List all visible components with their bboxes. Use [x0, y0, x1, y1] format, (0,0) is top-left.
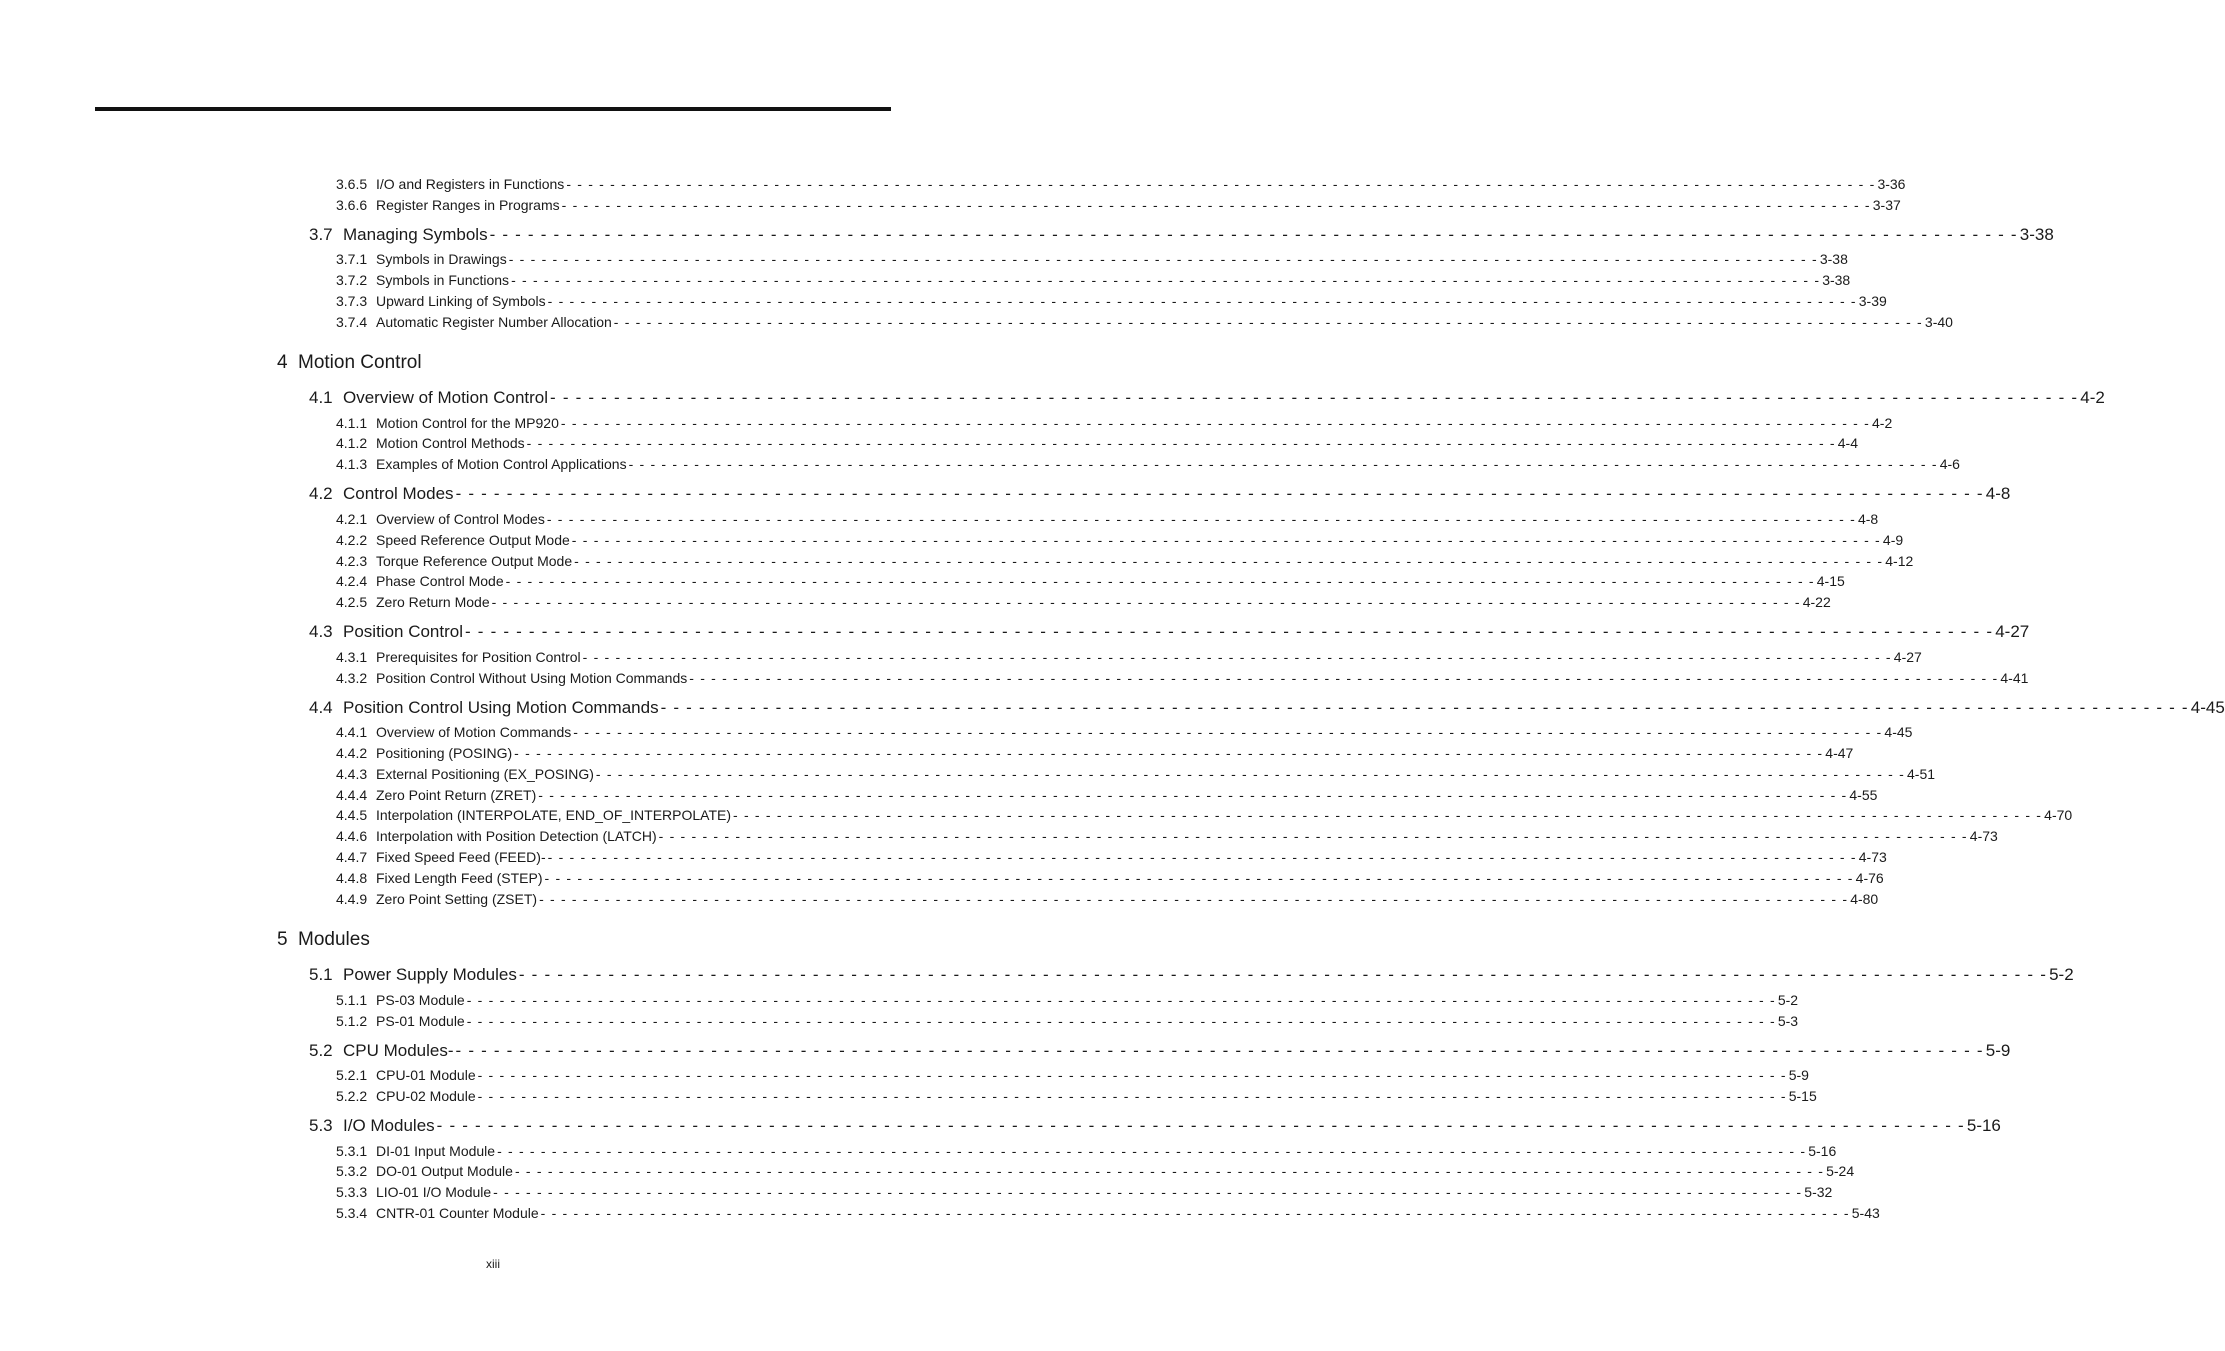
- toc-leader-dashes: - - - - - - - - - - - - - - - - - - - - - - - - - - - - - - - - - - - - - - - - - - - - - - - - - - - - - - - - - - - - - - - - - - - - - - - - - - - - - - - - - - - - - - - - - - - - - - - - - - - - - - - - - - - - - - - - - - - - - - - -: [582, 649, 1892, 665]
- toc-entry-page: 4-12: [1885, 553, 1914, 569]
- toc-subsection[interactable]: [336, 745, 1854, 763]
- toc-section[interactable]: [309, 1116, 2001, 1138]
- page-number: xiii: [486, 1257, 500, 1271]
- toc-leader-dashes: - - - - - - - - - - - - - - - - - - - - - - - - - - - - - - - - - - - - - - - - - - - - - - - - - - - - - - - - - - - - - - - - - - - - - - - - - - - - - - - - - - - - - - - - - - - - - - - - - - - - - - - - - - - - - - - - - - - - - - - -: [436, 1116, 1965, 1135]
- toc-entry-number: 5.3.2: [336, 1163, 368, 1179]
- toc-subsection[interactable]: [336, 891, 1879, 909]
- toc-subsection[interactable]: [336, 849, 1887, 867]
- toc-entry-number: 4.1.2: [336, 435, 368, 451]
- toc-section[interactable]: [309, 388, 2105, 410]
- toc-leader-dashes: - - - - - - - - - - - - - - - - - - - - - - - - - - - - - - - - - - - - - - - - - - - - - - - - - - - - - - - - - - - - - - - - - - - - - - - - - - - - - - - - - - - - - - - - - - - - - - - - - - - - - - - - - - - - - - - - - - - - - - - -: [540, 1205, 1850, 1221]
- toc-entry-number: 4.3: [309, 622, 333, 641]
- toc-leader-dashes: - - - - - - - - - - - - - - - - - - - - - - - - - - - - - - - - - - - - - - - - - - - - - - - - - - - - - - - - - - - - - - - - - - - - - - - - - - - - - - - - - - - - - - - - - - - - - - - - - - - - - - - - - - - - - - - - - - - - - - - -: [491, 594, 1801, 610]
- toc-leader-dashes: - - - - - - - - - - - - - - - - - - - - - - - - - - - - - - - - - - - - - - - - - - - - - - - - - - - - - - - - - - - - - - - - - - - - - - - - - - - - - - - - - - - - - - - - - - - - - - - - - - - - - - - - - - - - - - - - - - - - - - - -: [455, 484, 1984, 503]
- toc-entry-page: 4-27: [1995, 622, 2030, 641]
- toc-subsection[interactable]: [336, 1205, 1880, 1223]
- toc-entry-page: 5-16: [1966, 1116, 2001, 1135]
- toc-entry-number: 4.3.1: [336, 649, 368, 665]
- toc-leader-dashes: - - - - - - - - - - - - - - - - - - - - - - - - - - - - - - - - - - - - - - - - - - - - - - - - - - - - - - - - - - - - - - - - - - - - - - - - - - - - - - - - - - - - - - - - - - - - - - - - - - - - - - - - - - - - - - - - - - - - - - - -: [546, 511, 1856, 527]
- toc-entry-page: 4-8: [1857, 511, 1879, 527]
- toc-subsection[interactable]: [336, 1088, 1817, 1106]
- toc-section[interactable]: [309, 698, 2225, 720]
- toc-entry-number: 5.3.3: [336, 1184, 368, 1200]
- toc-entry-number: 4.4.1: [336, 724, 368, 740]
- toc-leader-dashes: - - - - - - - - - - - - - - - - - - - - - - - - - - - - - - - - - - - - - - - - - - - - - - - - - - - - - - - - - - - - - - - - - - - - - - - - - - - - - - - - - - - - - - - - - - - - - - - - - - - - - - - - - - - - - - - - - - - - - - - -: [571, 532, 1881, 548]
- toc-entry-number: 4.4.9: [336, 891, 368, 907]
- toc-entry-title: Positioning (POSING): [376, 745, 513, 761]
- toc-entry-title: Zero Point Return (ZRET): [376, 787, 537, 803]
- toc-entry-page: 4-41: [2000, 670, 2029, 686]
- toc-subsection[interactable]: [336, 197, 1901, 215]
- toc-entry-title: Speed Reference Output Mode: [376, 532, 570, 548]
- toc-entry-title: Position Control Without Using Motion Commands: [376, 670, 688, 686]
- toc-subsection[interactable]: [336, 573, 1845, 591]
- toc-subsection[interactable]: [336, 251, 1848, 269]
- toc-leader-dashes: - - - - - - - - - - - - - - - - - - - - - - - - - - - - - - - - - - - - - - - - - - - - - - - - - - - - - - - - - - - - - - - - - - - - - - - - - - - - - - - - - - - - - - - - - - - - - - - - - - - - - - - - - - - - - - - - - - - - - - - -: [573, 724, 1883, 740]
- toc-entry-number: 4.2.3: [336, 553, 368, 569]
- toc-leader-dashes: - - - - - - - - - - - - - - - - - - - - - - - - - - - - - - - - - - - - - - - - - - - - - - - - - - - - - - - - - - - - - - - - - - - - - - - - - - - - - - - - - - - - - - - - - - - - - - - - - - - - - - - - - - - - - - - - - - - - - - - -: [566, 176, 1876, 192]
- toc-entry-number: 5.1.1: [336, 992, 368, 1008]
- toc-section[interactable]: [309, 225, 2054, 247]
- toc-entry-number: 4.2.2: [336, 532, 368, 548]
- toc-entry-page: 3-36: [1877, 176, 1906, 192]
- toc-entry-number: 3.7.3: [336, 293, 368, 309]
- toc-subsection[interactable]: [336, 1143, 1837, 1161]
- toc-entry-page: 5-16: [1808, 1143, 1837, 1159]
- toc-entry-number: 4.1: [309, 388, 333, 407]
- toc-subsection[interactable]: [336, 828, 1998, 846]
- toc-subsection[interactable]: [336, 532, 1904, 550]
- toc-subsection[interactable]: [336, 594, 1831, 612]
- toc-entry-title: DO-01 Output Module: [376, 1163, 513, 1179]
- toc-leader-dashes: - - - - - - - - - - - - - - - - - - - - - - - - - - - - - - - - - - - - - - - - - - - - - - - - - - - - - - - - - - - - - - - - - - - - - - - - - - - - - - - - - - - - - - - - - - - - - - - - - - - - - - - - - - - - - - - - - - - - - - - -: [455, 1041, 1984, 1060]
- toc-entry-title: Interpolation with Position Detection (LATCH): [376, 828, 657, 844]
- toc-entry-page: 5-3: [1777, 1013, 1799, 1029]
- toc-entry-page: 4-8: [1985, 484, 2011, 503]
- toc-entry-page: 4-22: [1802, 594, 1831, 610]
- toc-entry-page: 4-2: [2080, 388, 2105, 407]
- toc-subsection[interactable]: [336, 1163, 1855, 1181]
- toc-entry-page: 4-45: [1884, 724, 1913, 740]
- toc-entry-title: Modules: [298, 929, 370, 950]
- toc-entry-title: LIO-01 I/O Module: [376, 1184, 492, 1200]
- toc-entry-title: PS-01 Module: [376, 1013, 465, 1029]
- toc-leader-dashes: - - - - - - - - - - - - - - - - - - - - - - - - - - - - - - - - - - - - - - - - - - - - - - - - - - - - - - - - - - - - - - - - - - - - - - - - - - - - - - - - - - - - - - - - - - - - - - - - - - - - - - - - - - - - - - - - - - - - - - - -: [538, 787, 1848, 803]
- toc-entry-title: Position Control: [343, 622, 464, 641]
- toc-entry-title: DI-01 Input Module: [376, 1143, 496, 1159]
- toc-entry-title: Symbols in Drawings: [376, 251, 507, 267]
- toc-entry-title: Torque Reference Output Mode: [376, 553, 573, 569]
- toc-entry-title: Motion Control Methods: [376, 435, 525, 451]
- toc-leader-dashes: - - - - - - - - - - - - - - - - - - - - - - - - - - - - - - - - - - - - - - - - - - - - - - - - - - - - - - - - - - - - - - - - - - - - - - - - - - - - - - - - - - - - - - - - - - - - - - - - - - - - - - - - - - - - - - - - - - - - - - - -: [550, 388, 2079, 407]
- toc-entry-number: 4.2.1: [336, 511, 368, 527]
- toc-entry-page: 4-27: [1893, 649, 1922, 665]
- toc-leader-dashes: - - - - - - - - - - - - - - - - - - - - - - - - - - - - - - - - - - - - - - - - - - - - - - - - - - - - - - - - - - - - - - - - - - - - - - - - - - - - - - - - - - - - - - - - - - - - - - - - - - - - - - - - - - - - - - - - - - - - - - - -: [560, 415, 1870, 431]
- toc-subsection[interactable]: [336, 766, 1936, 784]
- toc-subsection[interactable]: [336, 272, 1851, 290]
- toc-entry-title: Interpolation (INTERPOLATE, END_OF_INTERPOLATE): [376, 807, 732, 823]
- toc-entry-page: 4-73: [1969, 828, 1998, 844]
- toc-subsection[interactable]: [336, 787, 1878, 805]
- toc-subsection[interactable]: [336, 992, 1799, 1010]
- toc-subsection[interactable]: [336, 807, 2073, 825]
- toc-entry-page: 4-9: [1882, 532, 1904, 548]
- toc-entry-page: 3-38: [1819, 251, 1848, 267]
- toc-entry-title: Automatic Register Number Allocation: [376, 314, 612, 330]
- toc-entry-title: External Positioning (EX_POSING): [376, 766, 594, 782]
- toc-entry-page: 5-9: [1788, 1067, 1809, 1083]
- toc-entry-title: CNTR-01 Counter Module: [376, 1205, 539, 1221]
- toc-subsection[interactable]: [336, 293, 1887, 311]
- toc-entry-title: Prerequisites for Position Control: [376, 649, 581, 665]
- toc-leader-dashes: - - - - - - - - - - - - - - - - - - - - - - - - - - - - - - - - - - - - - - - - - - - - - - - - - - - - - - - - - - - - - - - - - - - - - - - - - - - - - - - - - - - - - - - - - - - - - - - - - - - - - - - - - - - - - - - - - - - - - - - -: [547, 293, 1857, 309]
- toc-entry-title: Zero Point Setting (ZSET): [376, 891, 538, 907]
- toc-leader-dashes: - - - - - - - - - - - - - - - - - - - - - - - - - - - - - - - - - - - - - - - - - - - - - - - - - - - - - - - - - - - - - - - - - - - - - - - - - - - - - - - - - - - - - - - - - - - - - - - - - - - - - - - - - - - - - - - - - - - - - - - -: [561, 197, 1871, 213]
- toc-leader-dashes: - - - - - - - - - - - - - - - - - - - - - - - - - - - - - - - - - - - - - - - - - - - - - - - - - - - - - - - - - - - - - - - - - - - - - - - - - - - - - - - - - - - - - - - - - - - - - - - - - - - - - - - - - - - - - - - - - - - - - - - -: [628, 456, 1938, 472]
- toc-entry-number: 3.7.1: [336, 251, 368, 267]
- toc-entry-title: Register Ranges in Programs: [376, 197, 560, 213]
- toc-subsection[interactable]: [336, 649, 1922, 667]
- toc-entry-number: 4.2: [309, 484, 333, 503]
- toc-entry-number: 5.1.2: [336, 1013, 368, 1029]
- toc-leader-dashes: - - - - - - - - - - - - - - - - - - - - - - - - - - - - - - - - - - - - - - - - - - - - - - - - - - - - - - - - - - - - - - - - - - - - - - - - - - - - - - - - - - - - - - - - - - - - - - - - - - - - - - - - - - - - - - - - - - - - - - - -: [508, 251, 1818, 267]
- toc-subsection[interactable]: [336, 415, 1893, 433]
- toc-entry-page: 3-40: [1924, 314, 1953, 330]
- toc-entry-page: 4-2: [1872, 415, 1893, 431]
- toc-entry-title: Overview of Motion Commands: [376, 724, 572, 740]
- toc-entry-number: 5.2.2: [336, 1088, 368, 1104]
- toc-subsection[interactable]: [336, 176, 1906, 194]
- toc-entry-page: 5-32: [1804, 1184, 1833, 1200]
- toc-entry-page: 3-38: [1822, 272, 1851, 288]
- toc-leader-dashes: - - - - - - - - - - - - - - - - - - - - - - - - - - - - - - - - - - - - - - - - - - - - - - - - - - - - - - - - - - - - - - - - - - - - - - - - - - - - - - - - - - - - - - - - - - - - - - - - - - - - - - - - - - - - - - - - - - - - - - - -: [466, 1013, 1776, 1029]
- toc-entry-page: 4-4: [1837, 435, 1858, 451]
- toc-entry-title: Examples of Motion Control Applications: [376, 456, 627, 472]
- toc-subsection[interactable]: [336, 456, 1960, 474]
- toc-entry-number: 4.4.6: [336, 828, 368, 844]
- toc-entry-page: 5-9: [1985, 1041, 2011, 1060]
- toc-entry-number: 3.7.4: [336, 314, 368, 330]
- toc-entry-title: Overview of Control Modes: [376, 511, 545, 527]
- toc-entry-title: Position Control Using Motion Commands: [343, 698, 659, 717]
- toc-entry-title: Motion Control for the MP920: [376, 415, 559, 431]
- toc-leader-dashes: - - - - - - - - - - - - - - - - - - - - - - - - - - - - - - - - - - - - - - - - - - - - - - - - - - - - - - - - - - - - - - - - - - - - - - - - - - - - - - - - - - - - - - - - - - - - - - - - - - - - - - - - - - - - - - - - - - - - - - - -: [477, 1067, 1787, 1083]
- toc-leader-dashes: - - - - - - - - - - - - - - - - - - - - - - - - - - - - - - - - - - - - - - - - - - - - - - - - - - - - - - - - - - - - - - - - - - - - - - - - - - - - - - - - - - - - - - - - - - - - - - - - - - - - - - - - - - - - - - - - - - - - - - - -: [658, 828, 1968, 844]
- toc-entry-number: 5.2: [309, 1041, 333, 1060]
- toc-entry-title: Fixed Length Feed (STEP): [376, 870, 543, 886]
- toc-entry-number: 4.1.1: [336, 415, 368, 431]
- toc-leader-dashes: - - - - - - - - - - - - - - - - - - - - - - - - - - - - - - - - - - - - - - - - - - - - - - - - - - - - - - - - - - - - - - - - - - - - - - - - - - - - - - - - - - - - - - - - - - - - - - - - - - - - - - - - - - - - - - - - - - - - - - - -: [547, 849, 1857, 865]
- toc-entry-number: 5.1: [309, 965, 333, 984]
- toc-subsection[interactable]: [336, 1067, 1809, 1085]
- toc-entry-number: 4.3.2: [336, 670, 368, 686]
- toc-entry-number: 4.2.5: [336, 594, 368, 610]
- toc-entry-title: Symbols in Functions: [376, 272, 510, 288]
- toc-leader-dashes: - - - - - - - - - - - - - - - - - - - - - - - - - - - - - - - - - - - - - - - - - - - - - - - - - - - - - - - - - - - - - - - - - - - - - - - - - - - - - - - - - - - - - - - - - - - - - - - - - - - - - - - - - - - - - - - - - - - - - - - -: [514, 1163, 1825, 1179]
- toc-entry-page: 4-45: [2190, 698, 2225, 717]
- toc-leader-dashes: - - - - - - - - - - - - - - - - - - - - - - - - - - - - - - - - - - - - - - - - - - - - - - - - - - - - - - - - - - - - - - - - - - - - - - - - - - - - - - - - - - - - - - - - - - - - - - - - - - - - - - - - - - - - - - - - - - - - - - - -: [518, 965, 2048, 984]
- toc-entry-title: Phase Control Mode: [376, 573, 504, 589]
- toc-leader-dashes: - - - - - - - - - - - - - - - - - - - - - - - - - - - - - - - - - - - - - - - - - - - - - - - - - - - - - - - - - - - - - - - - - - - - - - - - - - - - - - - - - - - - - - - - - - - - - - - - - - - - - - - - - - - - - - - - - - - - - - - -: [595, 766, 1905, 782]
- toc-entry-title: Upward Linking of Symbols: [376, 293, 546, 309]
- toc-entry-title: CPU Modules-: [343, 1041, 454, 1060]
- toc-entry-page: 3-38: [2019, 225, 2054, 244]
- toc-entry-title: Managing Symbols: [343, 225, 488, 244]
- toc-entry-number: 4.4.2: [336, 745, 368, 761]
- toc-leader-dashes: - - - - - - - - - - - - - - - - - - - - - - - - - - - - - - - - - - - - - - - - - - - - - - - - - - - - - - - - - - - - - - - - - - - - - - - - - - - - - - - - - - - - - - - - - - - - - - - - - - - - - - - - - - - - - - - - - - - - - - - -: [526, 435, 1836, 451]
- toc-entry-page: 4-51: [1907, 766, 1936, 782]
- toc-entry-page: 5-15: [1788, 1088, 1817, 1104]
- toc-leader-dashes: - - - - - - - - - - - - - - - - - - - - - - - - - - - - - - - - - - - - - - - - - - - - - - - - - - - - - - - - - - - - - - - - - - - - - - - - - - - - - - - - - - - - - - - - - - - - - - - - - - - - - - - - - - - - - - - - - - - - - - - -: [733, 807, 2043, 823]
- toc-entry-page: 5-24: [1826, 1163, 1855, 1179]
- toc-leader-dashes: - - - - - - - - - - - - - - - - - - - - - - - - - - - - - - - - - - - - - - - - - - - - - - - - - - - - - - - - - - - - - - - - - - - - - - - - - - - - - - - - - - - - - - - - - - - - - - - - - - - - - - - - - - - - - - - - - - - - - - - -: [489, 225, 2018, 244]
- toc-entry-page: 4-15: [1816, 573, 1845, 589]
- toc-entry-page: 4-80: [1850, 891, 1879, 907]
- toc-entry-page: 5-2: [1777, 992, 1799, 1008]
- toc-leader-dashes: - - - - - - - - - - - - - - - - - - - - - - - - - - - - - - - - - - - - - - - - - - - - - - - - - - - - - - - - - - - - - - - - - - - - - - - - - - - - - - - - - - - - - - - - - - - - - - - - - - - - - - - - - - - - - - - - - - - - - - - -: [466, 992, 1776, 1008]
- toc-leader-dashes: - - - - - - - - - - - - - - - - - - - - - - - - - - - - - - - - - - - - - - - - - - - - - - - - - - - - - - - - - - - - - - - - - - - - - - - - - - - - - - - - - - - - - - - - - - - - - - - - - - - - - - - - - - - - - - - - - - - - - - - -: [477, 1088, 1787, 1104]
- toc-entry-title: I/O and Registers in Functions: [376, 176, 565, 192]
- toc-entry-number: 4.4.4: [336, 787, 368, 803]
- toc-subsection[interactable]: [336, 870, 1884, 888]
- toc-entry-page: 4-76: [1855, 870, 1884, 886]
- toc-entry-page: 5-43: [1851, 1205, 1880, 1221]
- toc-leader-dashes: - - - - - - - - - - - - - - - - - - - - - - - - - - - - - - - - - - - - - - - - - - - - - - - - - - - - - - - - - - - - - - - - - - - - - - - - - - - - - - - - - - - - - - - - - - - - - - - - - - - - - - - - - - - - - - - - - - - - - - - -: [660, 698, 2189, 717]
- toc-section[interactable]: [309, 484, 2011, 506]
- toc-subsection[interactable]: [336, 1013, 1799, 1031]
- toc-subsection[interactable]: [336, 511, 1879, 529]
- toc-leader-dashes: - - - - - - - - - - - - - - - - - - - - - - - - - - - - - - - - - - - - - - - - - - - - - - - - - - - - - - - - - - - - - - - - - - - - - - - - - - - - - - - - - - - - - - - - - - - - - - - - - - - - - - - - - - - - - - - - - - - - - - - -: [544, 870, 1854, 886]
- toc-entry-number: 3.6.5: [336, 176, 368, 192]
- toc-chapter[interactable]: [277, 352, 422, 376]
- toc-entry-number: 4.1.3: [336, 456, 368, 472]
- toc-entry-page: 5-2: [2049, 965, 2074, 984]
- toc-entry-number: 3.6.6: [336, 197, 368, 213]
- toc-subsection[interactable]: [336, 435, 1858, 453]
- toc-entry-page: 4-55: [1849, 787, 1878, 803]
- toc-subsection[interactable]: [336, 670, 2029, 688]
- toc-leader-dashes: - - - - - - - - - - - - - - - - - - - - - - - - - - - - - - - - - - - - - - - - - - - - - - - - - - - - - - - - - - - - - - - - - - - - - - - - - - - - - - - - - - - - - - - - - - - - - - - - - - - - - - - - - - - - - - - - - - - - - - - -: [514, 745, 1824, 761]
- toc-entry-number: 4.4.8: [336, 870, 368, 886]
- toc-entry-number: 3.7: [309, 225, 333, 244]
- toc-entry-number: 4.4.3: [336, 766, 368, 782]
- toc-leader-dashes: - - - - - - - - - - - - - - - - - - - - - - - - - - - - - - - - - - - - - - - - - - - - - - - - - - - - - - - - - - - - - - - - - - - - - - - - - - - - - - - - - - - - - - - - - - - - - - - - - - - - - - - - - - - - - - - - - - - - - - - -: [497, 1143, 1807, 1159]
- toc-section[interactable]: [309, 965, 2074, 987]
- toc-entry-number: 5.2.1: [336, 1067, 368, 1083]
- toc-subsection[interactable]: [336, 553, 1914, 571]
- toc-leader-dashes: - - - - - - - - - - - - - - - - - - - - - - - - - - - - - - - - - - - - - - - - - - - - - - - - - - - - - - - - - - - - - - - - - - - - - - - - - - - - - - - - - - - - - - - - - - - - - - - - - - - - - - - - - - - - - - - - - - - - - - - -: [465, 622, 1994, 641]
- toc-entry-number: 5.3: [309, 1116, 333, 1135]
- toc-section[interactable]: [309, 1041, 2011, 1063]
- toc-entry-title: CPU-02 Module: [376, 1088, 476, 1104]
- toc-entry-number: 4.4.7: [336, 849, 368, 865]
- toc-entry-title: Motion Control: [298, 352, 422, 373]
- toc-entry-page: 3-37: [1872, 197, 1901, 213]
- toc-leader-dashes: - - - - - - - - - - - - - - - - - - - - - - - - - - - - - - - - - - - - - - - - - - - - - - - - - - - - - - - - - - - - - - - - - - - - - - - - - - - - - - - - - - - - - - - - - - - - - - - - - - - - - - - - - - - - - - - - - - - - - - - -: [539, 891, 1849, 907]
- toc-leader-dashes: - - - - - - - - - - - - - - - - - - - - - - - - - - - - - - - - - - - - - - - - - - - - - - - - - - - - - - - - - - - - - - - - - - - - - - - - - - - - - - - - - - - - - - - - - - - - - - - - - - - - - - - - - - - - - - - - - - - - - - - -: [689, 670, 1999, 686]
- toc-entry-page: 4-73: [1858, 849, 1887, 865]
- toc-entry-page: 4-70: [2044, 807, 2073, 823]
- toc-entry-title: Control Modes: [343, 484, 454, 503]
- toc-leader-dashes: - - - - - - - - - - - - - - - - - - - - - - - - - - - - - - - - - - - - - - - - - - - - - - - - - - - - - - - - - - - - - - - - - - - - - - - - - - - - - - - - - - - - - - - - - - - - - - - - - - - - - - - - - - - - - - - - - - - - - - - -: [613, 314, 1923, 330]
- toc-entry-number: 4.4: [309, 698, 333, 717]
- toc-entry-page: 4-6: [1939, 456, 1960, 472]
- toc-entry-title: Fixed Speed Feed (FEED)-: [376, 849, 546, 865]
- toc-leader-dashes: - - - - - - - - - - - - - - - - - - - - - - - - - - - - - - - - - - - - - - - - - - - - - - - - - - - - - - - - - - - - - - - - - - - - - - - - - - - - - - - - - - - - - - - - - - - - - - - - - - - - - - - - - - - - - - - - - - - - - - - -: [511, 272, 1821, 288]
- toc-entry-title: Power Supply Modules: [343, 965, 517, 984]
- toc-entry-title: I/O Modules: [343, 1116, 435, 1135]
- toc-entry-number: 4.2.4: [336, 573, 368, 589]
- toc-entry-number: 3.7.2: [336, 272, 368, 288]
- toc-entry-page: 4-47: [1825, 745, 1854, 761]
- toc-entry-title: CPU-01 Module: [376, 1067, 476, 1083]
- toc-entry-title: Overview of Motion Control: [343, 388, 549, 407]
- toc-leader-dashes: - - - - - - - - - - - - - - - - - - - - - - - - - - - - - - - - - - - - - - - - - - - - - - - - - - - - - - - - - - - - - - - - - - - - - - - - - - - - - - - - - - - - - - - - - - - - - - - - - - - - - - - - - - - - - - - - - - - - - - - -: [493, 1184, 1803, 1200]
- toc-subsection[interactable]: [336, 314, 1953, 332]
- toc-entry-number: 5.3.4: [336, 1205, 368, 1221]
- toc-entry-title: PS-03 Module: [376, 992, 465, 1008]
- toc-chapter[interactable]: [277, 929, 370, 953]
- toc-subsection[interactable]: [336, 724, 1913, 742]
- toc-entry-number: 4: [277, 352, 288, 373]
- toc-entry-number: 5.3.1: [336, 1143, 368, 1159]
- toc-entry-page: 3-39: [1858, 293, 1887, 309]
- toc-section[interactable]: [309, 622, 2030, 644]
- toc-leader-dashes: - - - - - - - - - - - - - - - - - - - - - - - - - - - - - - - - - - - - - - - - - - - - - - - - - - - - - - - - - - - - - - - - - - - - - - - - - - - - - - - - - - - - - - - - - - - - - - - - - - - - - - - - - - - - - - - - - - - - - - - -: [505, 573, 1815, 589]
- toc-leader-dashes: - - - - - - - - - - - - - - - - - - - - - - - - - - - - - - - - - - - - - - - - - - - - - - - - - - - - - - - - - - - - - - - - - - - - - - - - - - - - - - - - - - - - - - - - - - - - - - - - - - - - - - - - - - - - - - - - - - - - - - - -: [574, 553, 1884, 569]
- toc-entry-title: Zero Return Mode: [376, 594, 490, 610]
- toc-entry-number: 5: [277, 929, 288, 950]
- toc-entry-number: 4.4.5: [336, 807, 368, 823]
- toc-subsection[interactable]: [336, 1184, 1833, 1202]
